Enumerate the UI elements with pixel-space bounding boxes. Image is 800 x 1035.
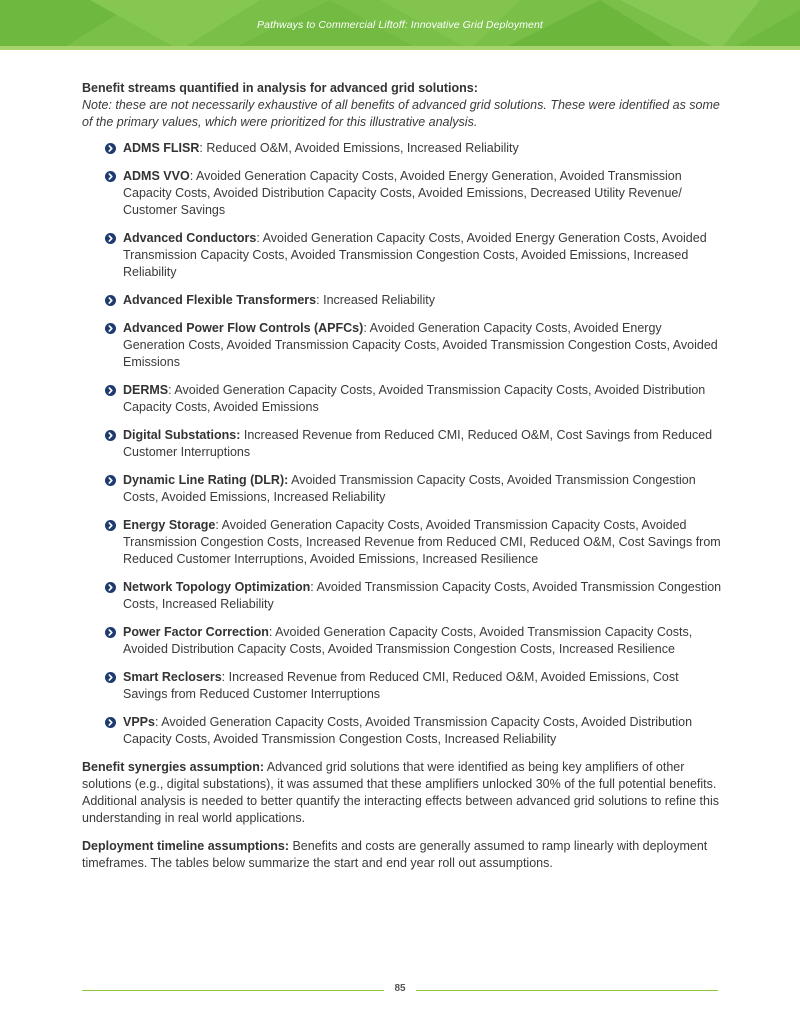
- benefit-separator: :: [256, 231, 263, 245]
- benefit-text: Avoided Generation Capacity Costs, Avoided Transmission Capacity Costs, Avoided Transmission Congestion Costs, Increased Revenue from Reduced CMI, Reduced O&M, Cost Savings from Reduced Customer Interruptions, Avoided Emissions, Increased Resilience: [123, 518, 721, 566]
- timeline-text: Benefits and costs are generally assumed to ramp linearly with deployment timeframes. The tables below summarize the start and end year roll out assumptions.: [82, 839, 708, 870]
- benefit-item: [82, 669, 722, 703]
- chevron-circle-right-icon: [105, 385, 116, 396]
- benefit-text: Avoided Generation Capacity Costs, Avoided Transmission Capacity Costs, Avoided Distribution Capacity Costs, Avoided Transmission Congestion Costs, Increased Reliability: [123, 715, 693, 746]
- benefit-separator: :: [310, 580, 317, 594]
- chevron-circle-right-icon: [105, 520, 116, 531]
- benefit-separator: :: [199, 141, 207, 155]
- synergies-paragraph: [82, 759, 722, 827]
- chevron-circle-right-icon: [105, 717, 116, 728]
- benefit-name: ADMS VVO: [123, 169, 190, 183]
- chevron-circle-right-icon: [105, 171, 116, 182]
- chevron-circle-right-icon: [105, 582, 116, 593]
- benefit-item: [82, 624, 722, 658]
- benefit-text: Avoided Generation Capacity Costs, Avoided Transmission Capacity Costs, Avoided Distribution Capacity Costs, Avoided Transmission Congestion Costs, Increased Resilience: [123, 625, 693, 656]
- benefit-text: Avoided Generation Capacity Costs, Avoided Energy Generation, Avoided Transmission Capacity Costs, Avoided Distribution Capacity Costs, Avoided Emissions, Decreased Utility Revenue/ Customer Savings: [123, 169, 682, 217]
- benefit-item: [82, 427, 722, 461]
- benefit-separator: :: [168, 383, 175, 397]
- page-header: [0, 0, 800, 50]
- chevron-circle-right-icon: [105, 627, 116, 638]
- benefit-name: Advanced Conductors: [123, 231, 257, 245]
- chevron-circle-right-icon: [105, 233, 116, 244]
- benefit-text: Avoided Transmission Capacity Costs, Avoided Transmission Congestion Costs, Avoided Emissions, Increased Reliability: [123, 473, 696, 504]
- benefit-name: Network Topology Optimization: [123, 580, 311, 594]
- synergies-label: Benefit synergies assumption:: [82, 760, 264, 774]
- benefit-separator: :: [189, 169, 196, 183]
- benefit-text: Avoided Generation Capacity Costs, Avoided Energy Generation Costs, Avoided Transmission Capacity Costs, Avoided Transmission Congestion Costs, Avoided Emissions, Increased Reliability: [123, 231, 707, 279]
- page-footer: [82, 981, 718, 1001]
- benefit-item: [82, 292, 722, 309]
- chevron-circle-right-icon: [105, 430, 116, 441]
- benefit-separator: :: [215, 518, 222, 532]
- benefit-name: Digital Substations:: [123, 428, 241, 442]
- benefit-name: Energy Storage: [123, 518, 216, 532]
- timeline-paragraph: [82, 838, 722, 872]
- benefit-name: Smart Reclosers: [123, 670, 222, 684]
- header-title: Pathways to Commercial Liftoff: Innovative Grid Deployment: [257, 19, 543, 31]
- section-note: Note: these are not necessarily exhaustive of all benefits of advanced grid solutions. These were identified as some of the primary values, which were prioritized for this illustrative analysis.: [82, 98, 720, 129]
- benefit-name: Dynamic Line Rating (DLR):: [123, 473, 289, 487]
- benefit-item: [82, 168, 722, 219]
- benefit-text: Increased Revenue from Reduced CMI, Reduced O&M, Avoided Emissions, Cost Savings from Reduced Customer Interruptions: [123, 670, 679, 701]
- benefit-name: Advanced Flexible Transformers: [123, 293, 317, 307]
- benefit-item: [82, 382, 722, 416]
- timeline-label: Deployment timeline assumptions:: [82, 839, 289, 853]
- benefit-item: [82, 230, 722, 281]
- benefit-text: Avoided Transmission Capacity Costs, Avoided Transmission Congestion Costs, Increased Reliability: [123, 580, 722, 611]
- benefit-name: Power Factor Correction: [123, 625, 269, 639]
- benefit-separator: :: [154, 715, 162, 729]
- page-number: 85: [394, 983, 406, 994]
- chevron-circle-right-icon: [105, 143, 116, 154]
- benefit-list: [82, 140, 722, 748]
- benefit-item: [82, 140, 722, 157]
- benefit-item: [82, 517, 722, 568]
- chevron-circle-right-icon: [105, 475, 116, 486]
- section-title: Benefit streams quantified in analysis for advanced grid solutions:: [82, 81, 478, 95]
- benefit-name: VPPs: [123, 715, 155, 729]
- benefit-name: DERMS: [123, 383, 169, 397]
- chevron-circle-right-icon: [105, 295, 116, 306]
- benefit-text: Reduced O&M, Avoided Emissions, Increased Reliability: [206, 141, 519, 155]
- benefit-name: Advanced Power Flow Controls (APFCs): [123, 321, 364, 335]
- benefit-item: [82, 579, 722, 613]
- benefit-text: Avoided Generation Capacity Costs, Avoided Transmission Capacity Costs, Avoided Distribution Capacity Costs, Avoided Emissions: [123, 383, 706, 414]
- benefit-separator: :: [268, 625, 276, 639]
- benefit-text: Increased Revenue from Reduced CMI, Reduced O&M, Cost Savings from Reduced Customer Interruptions: [123, 428, 713, 459]
- benefit-name: ADMS FLISR: [123, 141, 200, 155]
- benefit-separator: :: [363, 321, 370, 335]
- benefit-item: [82, 472, 722, 506]
- benefit-text: Avoided Generation Capacity Costs, Avoided Energy Generation Costs, Avoided Transmission Capacity Costs, Avoided Transmission Congestion Costs, Avoided Emissions: [123, 321, 718, 369]
- chevron-circle-right-icon: [105, 672, 116, 683]
- benefit-item: [82, 320, 722, 371]
- chevron-circle-right-icon: [105, 323, 116, 334]
- benefit-separator: :: [221, 670, 229, 684]
- page-content: [82, 80, 722, 883]
- benefit-separator: :: [316, 293, 324, 307]
- synergies-text: Advanced grid solutions that were identified as being key amplifiers of other solutions (e.g., digital substations), it was assumed that these amplifiers unlocked 30% of the full potential benefits. Additional analysis is needed to better quantify the interacting effects between advanced grid solutions to refine this understanding in real world applications.: [82, 760, 719, 825]
- benefit-text: Increased Reliability: [323, 293, 435, 307]
- benefit-item: [82, 714, 722, 748]
